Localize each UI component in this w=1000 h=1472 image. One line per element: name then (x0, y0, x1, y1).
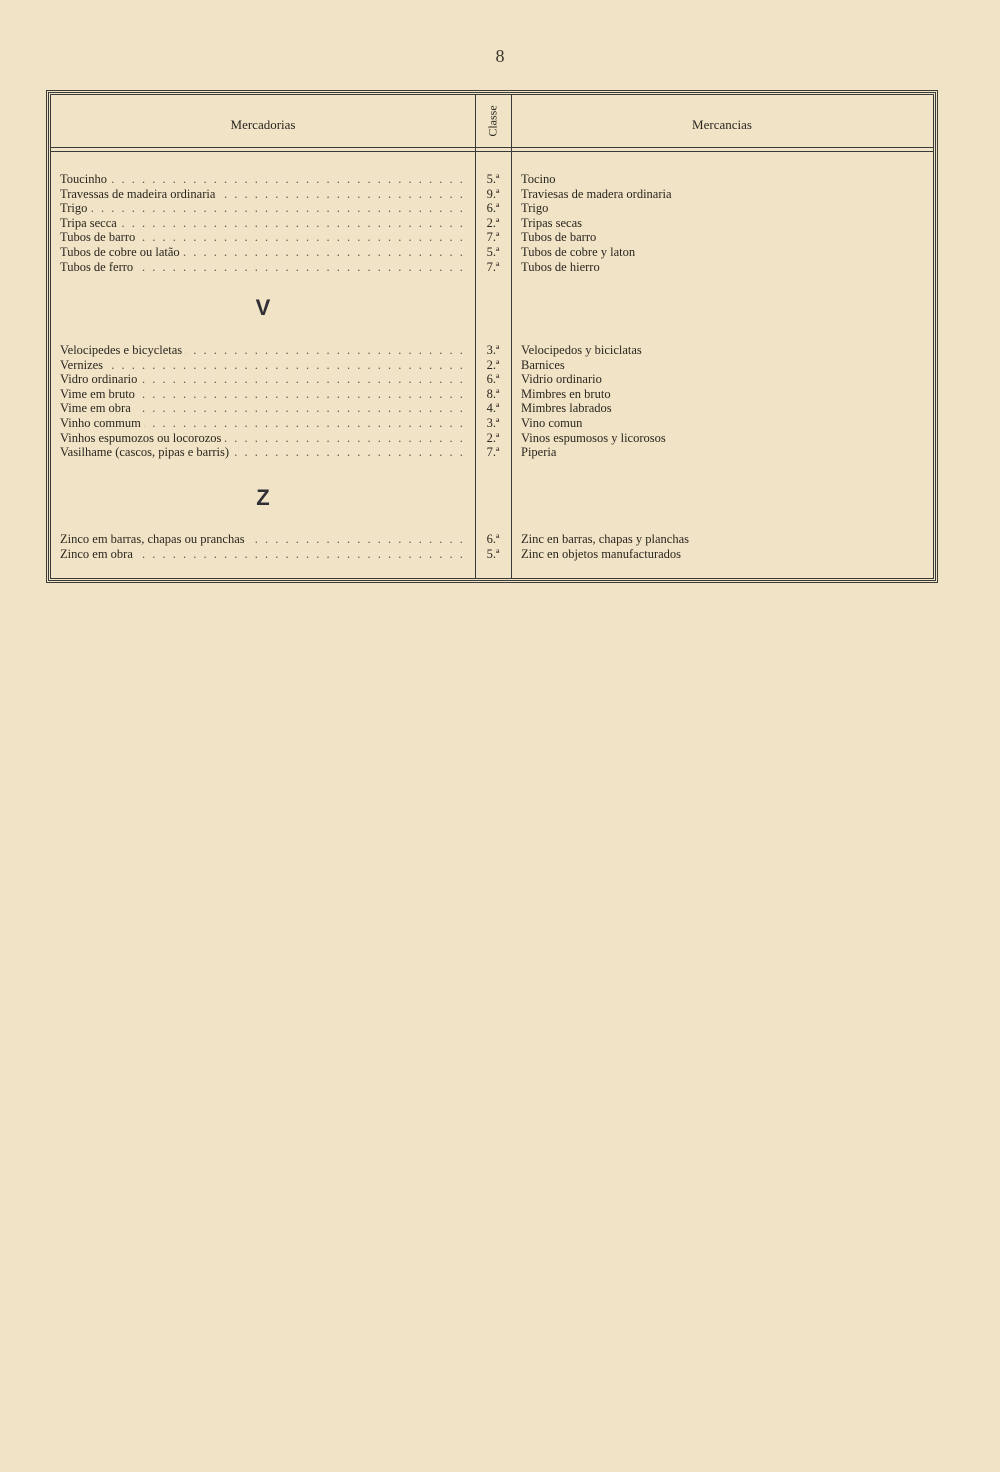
table-row: Tubos de barro . . . 7.ª Tubos de barro (51, 230, 933, 245)
table-row: Vernizes . . . 2.ª Barnices (51, 358, 933, 373)
section-v (51, 343, 933, 460)
section-t (51, 172, 933, 274)
page-number: 8 (495, 46, 505, 66)
section-z (51, 532, 933, 561)
header-divider (51, 147, 933, 152)
header-mercancias: Mercancias (692, 117, 752, 132)
header-classe: Classe (485, 105, 500, 137)
table-row: Toucinho . . . 5.ª Tocino (51, 172, 933, 187)
table-row: Tubos de cobre ou latão . . . 5.ª Tubos de cobre y laton (51, 245, 933, 260)
header-mercadorias: Mercadorias (230, 117, 296, 132)
table-row: Zinco em obra . . . 5.ª Zinc en objetos manufacturados (51, 547, 933, 562)
table-row: Vime em obra . . . 4.ª Mimbres labrados (51, 401, 933, 416)
table-row: Zinco em barras, chapas ou pranchas . . . 6.ª Zinc en barras, chapas y planchas (51, 532, 933, 547)
table-row: Vidro ordinario . . . 6.ª Vidrio ordinario (51, 372, 933, 387)
column-divider (511, 95, 512, 578)
column-divider (475, 95, 476, 578)
tariff-table (48, 92, 936, 581)
table-row: Travessas de madeira ordinaria . . . 9.ª Traviesas de madera ordinaria (51, 187, 933, 202)
section-letter-z: Z (256, 485, 270, 510)
table-row: Trigo . . . 6.ª Trigo (51, 201, 933, 216)
table-row: Vinhos espumozos ou locorozos . . . 2.ª Vinos espumosos y licorosos (51, 431, 933, 446)
table-row: Vinho commum . . . 3.ª Vino comun (51, 416, 933, 431)
table-row: Tubos de ferro . . . 7.ª Tubos de hierro (51, 260, 933, 275)
table-row: Vime em bruto . . . 8.ª Mimbres en bruto (51, 387, 933, 402)
table-row: Velocipedes e bicycletas . . . 3.ª Velocipedos y biciclatas (51, 343, 933, 358)
table-row: Tripa secca . . . 2.ª Tripas secas (51, 216, 933, 231)
section-letter-v: V (255, 295, 271, 320)
table-row: Vasilhame (cascos, pipas e barris) . . . 7.ª Piperia (51, 445, 933, 460)
